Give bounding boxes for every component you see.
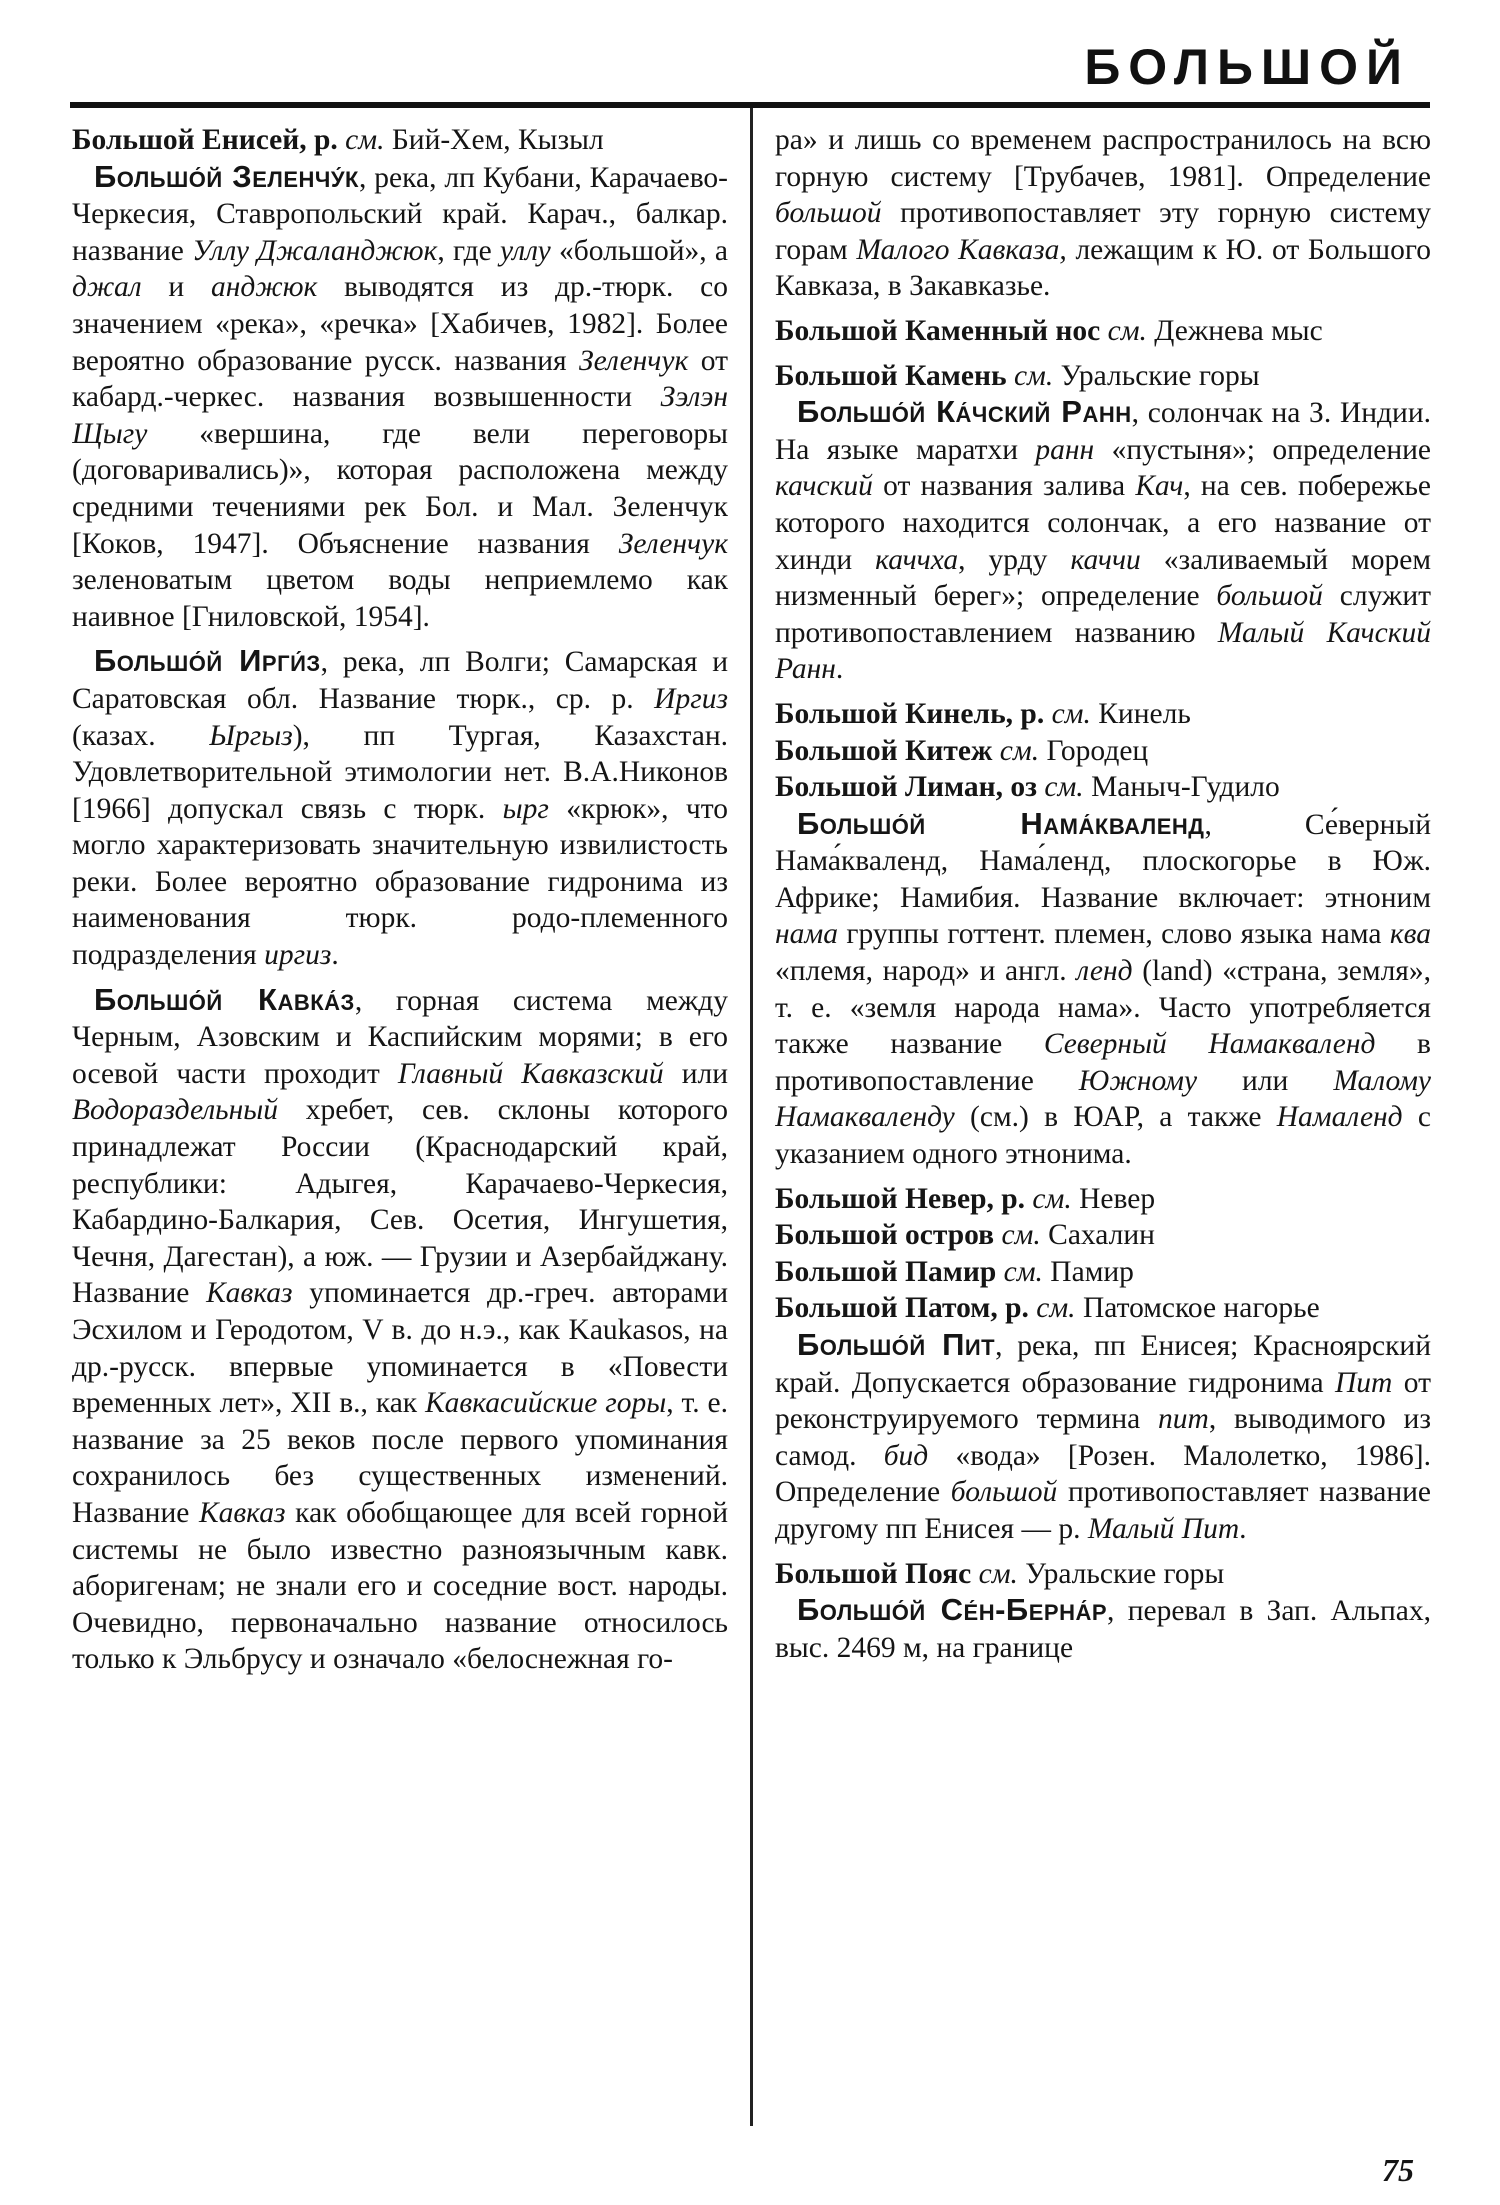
entry-italic: Иргиз — [654, 682, 728, 715]
entry-text: ), пп Тургая, Казахстан. Удовлетворительной этимологии нет. В.А.Никонов [1966] допускал связь с тюрк. — [72, 719, 728, 825]
entry-italic: Малого Кавказа, — [856, 233, 1067, 266]
xref-entry — [775, 1556, 1431, 1593]
xref-headword: Большой Камень — [775, 359, 1007, 392]
entry-italic: Ыргыз — [209, 719, 293, 752]
entry-text: . — [835, 653, 844, 686]
entry-text: от реконструируемого термина — [775, 1366, 1431, 1436]
entry-italic: Зэлэн Щыгу — [72, 381, 728, 450]
entry-italic: Уллу Джаланджюк — [192, 234, 438, 267]
dictionary-entry — [775, 1592, 1431, 1666]
entry-italic: ырг — [502, 792, 549, 825]
entry-text: , т. е. название за 25 веков после первого упоминания сохранилось без существенных изменений. Название — [72, 1387, 728, 1529]
xref-target: Патомское нагорье — [1075, 1292, 1320, 1325]
xref-target: Городец — [1039, 734, 1149, 767]
entry-italic: Зеленчук — [579, 344, 689, 377]
xref-target: Маныч-Гудило — [1083, 771, 1280, 804]
entry-italic: Водораздельный — [72, 1094, 278, 1127]
entry-headword: Большо́й Ирги́з — [94, 643, 321, 679]
see-marker: см. — [1036, 1292, 1076, 1325]
entry-text: группы готтент. племен, слово языка нама — [837, 918, 1390, 951]
xref-entry — [775, 1217, 1431, 1254]
entry-text: , где — [437, 234, 500, 267]
entry-text: (см.) в ЮАР, а также — [954, 1101, 1277, 1134]
xref-headword: Большой Каменный нос — [775, 314, 1101, 347]
xref-headword: Большой остров — [775, 1219, 995, 1252]
dictionary-entry — [72, 159, 728, 636]
entry-italic: иргиз — [264, 939, 332, 972]
xref-headword: Большой Патом, р. — [775, 1292, 1029, 1325]
entry-text: с указанием одного этнонима. — [775, 1101, 1431, 1171]
xref-target: Уральские горы — [1017, 1557, 1225, 1590]
entry-headword: Большо́й Зеленчу́к — [94, 158, 359, 194]
entry-headword: Большо́й Нама́кваленд — [797, 805, 1205, 841]
entry-text: , Се́верный Нама́кваленд, Нама́ленд, плоскогорье в Юж. Африке; Намибия. Название включает: этноним — [775, 808, 1431, 914]
entry-text: противопоставляет эту горную систему горам — [775, 197, 1431, 266]
xref-headword: Большой Пояс — [775, 1557, 972, 1590]
entry-italic: Пит — [1335, 1366, 1393, 1399]
see-marker: см. — [999, 734, 1040, 767]
entry-text: , на сев. побережье которого находится солончак, а его название от хинди — [775, 470, 1431, 576]
entry-italic: уллу — [499, 234, 551, 267]
entry-text: , река, лп Волги; Самарская и Саратовская обл. Название тюрк., ср. р. — [72, 646, 728, 715]
entry-text: , урду — [958, 543, 1071, 576]
entry-text: зеленоватым цветом воды неприемлемо как наивное [Гниловской, 1954]. — [72, 564, 728, 633]
see-marker: см. — [1013, 359, 1054, 392]
entry-text: упоминается др.-греч. авторами Эсхилом и Геродотом, V в. до н.э., как Kaukasos, на др.-русск. впервые упоминается в «Повести временных лет», XII в., как — [72, 1277, 728, 1420]
entry-italic: Намаленд — [1276, 1101, 1403, 1134]
xref-headword: Большой Енисей, р. — [72, 124, 338, 156]
entry-italic: нама — [775, 918, 838, 951]
xref-target: Сахалин — [1040, 1219, 1155, 1252]
xref-entry — [72, 122, 728, 159]
entry-text: . — [331, 939, 339, 972]
dictionary-entry — [775, 394, 1431, 688]
entry-italic: Кавкасийские горы — [425, 1387, 667, 1420]
entry-text: или — [663, 1057, 728, 1090]
left-column — [72, 122, 728, 2122]
xref-headword: Большой Невер, р. — [775, 1182, 1026, 1215]
entry-italic: бид — [883, 1439, 929, 1472]
xref-entry — [775, 358, 1431, 395]
entry-text: «пустыня»; определение — [1094, 433, 1431, 466]
xref-target: Дежнева мыс — [1146, 314, 1323, 347]
entry-text: , река, пп Енисея; Красноярский край. Допускается образование гидронима — [775, 1330, 1431, 1399]
entry-italic: джал — [72, 271, 142, 304]
entry-italic: большой — [775, 197, 882, 230]
entry-text: . — [1239, 1512, 1247, 1545]
see-marker: см. — [1044, 771, 1084, 804]
entry-text: противопоставляет название другому пп Енисея — р. — [775, 1476, 1431, 1545]
entry-headword: Большо́й Пит — [797, 1327, 996, 1362]
entry-italic: качский — [775, 470, 873, 503]
entry-italic: Малому Намакваленду — [775, 1064, 1431, 1134]
entry-italic: Кавказ — [199, 1496, 286, 1529]
entry-italic: большой — [1216, 580, 1323, 613]
entry-text: «заливаемый морем низменный берег»; определение — [775, 543, 1431, 613]
see-marker: см. — [978, 1557, 1018, 1590]
entry-headword: Большо́й Кавка́з — [94, 981, 355, 1017]
xref-entry — [775, 733, 1431, 770]
xref-headword: Большой Кинель, р. — [775, 697, 1045, 730]
entry-text: ра» и лишь со временем распространилось на всю горную систему [Трубачев, 1981]. Определение — [775, 124, 1431, 193]
xref-entry — [775, 1254, 1431, 1291]
entry-italic: анджюк — [210, 271, 318, 304]
entry-italic: Малый Качский Ранн — [775, 616, 1431, 686]
entry-italic: Кавказ — [206, 1277, 293, 1310]
entry-italic: ленд — [1076, 955, 1133, 988]
dictionary-entry — [72, 643, 728, 973]
xref-entry — [775, 1181, 1431, 1218]
entry-text: служит противопоставлением названию — [775, 580, 1431, 649]
entry-italic: пит — [1158, 1403, 1209, 1436]
entry-text: «большой», а — [550, 234, 728, 267]
xref-target: Уральские горы — [1053, 359, 1260, 392]
xref-target: Невер — [1071, 1182, 1156, 1215]
entry-italic: Малый Пит — [1087, 1512, 1240, 1545]
entry-text: «вершина, где вели переговоры (договаривались)», которая расположена между средними течениями рек Бол. и Мал. Зеленчук [Коков, 1947]. Объяснение названия — [72, 417, 728, 560]
entry-italic: ранн — [1035, 433, 1095, 466]
entry-italic: Северный Намакваленд — [1043, 1028, 1376, 1061]
entry-text: , солончак на З. Индии. На языке маратхи — [775, 397, 1431, 466]
entry-text: , река, лп Кубани, Карачаево-Черкесия, Ставропольский край. Карач., балкар. название — [72, 161, 728, 267]
dictionary-entry — [72, 982, 728, 1678]
see-marker: см. — [1003, 1255, 1043, 1288]
xref-entry — [775, 313, 1431, 350]
entry-text: «племя, народ» и англ. — [775, 955, 1077, 988]
right-column — [775, 122, 1431, 2122]
see-marker: см. — [1107, 314, 1147, 347]
xref-entry — [775, 769, 1431, 806]
entry-text: как обобщающее для всей горной системы не было известно разноязычным кавк. аборигенам; не знали его и соседние вост. народы. Очевидно, первоначально название относилось только к Эльбрусу и означало «белоснежная го- — [72, 1496, 728, 1676]
entry-headword: Большо́й Ка́чский Ранн — [797, 394, 1132, 430]
running-header: БОЛЬШОЙ — [1084, 39, 1410, 95]
entry-text: от названия залива — [872, 470, 1136, 503]
entry-italic: большой — [950, 1476, 1058, 1509]
entry-text: лежащим к Ю. от Большого Кавказа, в Закавказье. — [775, 233, 1431, 303]
entry-italic: Южному — [1078, 1064, 1198, 1097]
entry-text: «крюк», что могло характеризовать значительную извилистость реки. Более вероятно образование гидронима из наименования тюрк. родо-племенного подразделения — [72, 792, 728, 972]
entry-text: от кабард.-черкес. названия возвышенности — [72, 344, 728, 414]
xref-entry — [775, 696, 1431, 733]
entry-text: (land) «страна, земля», т. е. «земля народа нама». Часто употребляется также название — [775, 955, 1431, 1061]
column-divider — [750, 108, 753, 2126]
entry-text: выводятся из др.-тюрк. со значением «река», «речка» [Хабичев, 1982]. Более вероятно образование русск. названия — [72, 271, 728, 377]
see-marker: см. — [1032, 1182, 1072, 1215]
entry-text: или — [1197, 1064, 1334, 1097]
xref-target: Памир — [1042, 1255, 1134, 1288]
entry-text: «вода» [Розен. Малолетко, 1986]. Определение — [775, 1439, 1431, 1509]
see-marker: см. — [1001, 1219, 1041, 1252]
entry-italic: ква — [1389, 918, 1431, 951]
entry-italic: каччи — [1070, 543, 1141, 576]
entry-italic: Зеленчук — [618, 527, 728, 560]
entry-text: , выводимого из самод. — [775, 1403, 1431, 1472]
xref-headword: Большой Лиман, оз — [775, 771, 1038, 804]
entry-italic: каччха — [875, 543, 959, 576]
entry-text: , горная система между Черным, Азовским и Каспийским морями; в его осевой части проходит — [72, 984, 728, 1090]
xref-headword: Большой Китеж — [775, 734, 993, 767]
xref-target: Бий-Хем, Кызыл — [384, 124, 604, 156]
entry-text: в противопоставление — [775, 1028, 1431, 1097]
xref-entry — [775, 1290, 1431, 1327]
dictionary-entry — [775, 1327, 1431, 1548]
entry-italic: Кач — [1135, 470, 1184, 503]
entry-text: хребет, сев. склоны которого принадлежат России (Краснодарский край, республики: Адыгея, Карачаево-Черкесия, Кабардино-Балкария, Сев. Осетия, Ингушетия, Чечня, Дагестан), а юж. — Грузии и Азербайджану. Название — [72, 1094, 728, 1310]
page-number: 75 — [1382, 2152, 1414, 2188]
entry-headword: Большо́й Се́н-Берна́р — [797, 1592, 1108, 1628]
dictionary-entry — [775, 806, 1431, 1173]
xref-target: Кинель — [1090, 697, 1191, 730]
entry-text: и — [141, 271, 211, 304]
see-marker: см. — [1051, 697, 1091, 730]
entry-text: (казах. — [72, 719, 210, 752]
entry-italic: Главный Кавказский — [397, 1057, 664, 1090]
xref-headword: Большой Памир — [775, 1255, 997, 1288]
see-marker: см. — [345, 124, 385, 156]
entry-continuation — [775, 122, 1431, 305]
entry-text: , перевал в Зап. Альпах, выс. 2469 м, на границе — [775, 1595, 1431, 1664]
